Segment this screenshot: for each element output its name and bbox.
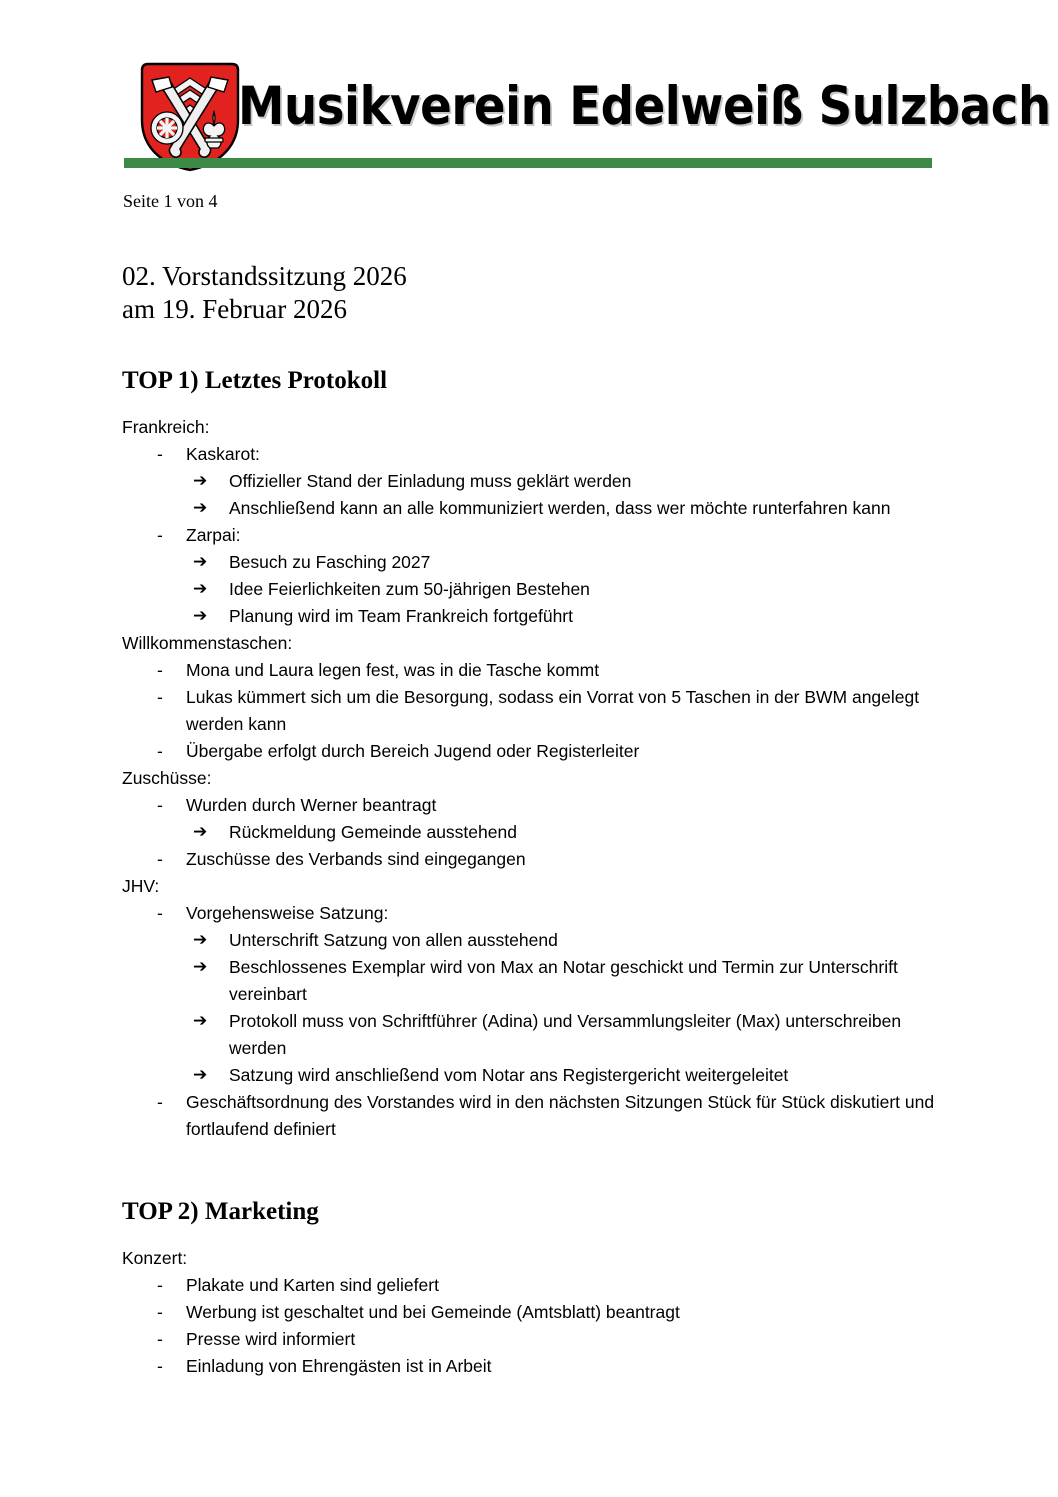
dash-bullet-icon: - bbox=[157, 1092, 163, 1112]
list-item-label: Offizieller Stand der Einladung muss geklärt werden bbox=[229, 471, 632, 491]
sublist-kaskarot bbox=[193, 468, 937, 522]
dash-bullet-icon: - bbox=[157, 1329, 163, 1349]
arrow-bullet-icon: ➔ bbox=[193, 1011, 208, 1031]
coat-of-arms-icon bbox=[136, 60, 244, 172]
letterhead bbox=[124, 52, 1051, 174]
list-konzert bbox=[122, 1272, 937, 1380]
list-item-label: Satzung wird anschließend vom Notar ans Registergericht weitergeleitet bbox=[229, 1065, 789, 1085]
list-item bbox=[122, 792, 937, 846]
dash-bullet-icon: - bbox=[157, 1302, 163, 1322]
list-item-label: Einladung von Ehrengästen ist in Arbeit bbox=[186, 1356, 492, 1376]
list-item bbox=[193, 1062, 937, 1089]
header-divider-rule bbox=[124, 158, 932, 168]
document-title bbox=[122, 260, 937, 326]
list-item-label: Wurden durch Werner beantragt bbox=[186, 795, 437, 815]
list-item-label: Übergabe erfolgt durch Bereich Jugend oder Registerleiter bbox=[186, 741, 640, 761]
list-item-label: Lukas kümmert sich um die Besorgung, sodass ein Vorrat von 5 Taschen in der BWM angelegt werden kann bbox=[186, 687, 920, 734]
list-item-label: Rückmeldung Gemeinde ausstehend bbox=[229, 822, 517, 842]
group-lead-jhv: JHV: bbox=[122, 876, 160, 896]
list-item-label: Idee Feierlichkeiten zum 50-jährigen Bestehen bbox=[229, 579, 590, 599]
arrow-bullet-icon: ➔ bbox=[193, 552, 208, 572]
organization-title: Musikverein Edelweiß Sulzbach bbox=[238, 76, 1051, 137]
arrow-bullet-icon: ➔ bbox=[193, 579, 208, 599]
list-item-label: Planung wird im Team Frankreich fortgeführt bbox=[229, 606, 573, 626]
dash-bullet-icon: - bbox=[157, 849, 163, 869]
list-item bbox=[122, 1299, 937, 1326]
dash-bullet-icon: - bbox=[157, 1356, 163, 1376]
list-item bbox=[122, 522, 937, 630]
list-item bbox=[193, 495, 937, 522]
document-title-line-1: 02. Vorstandssitzung 2026 bbox=[122, 261, 407, 291]
dash-bullet-icon: - bbox=[157, 444, 163, 464]
list-item bbox=[122, 846, 937, 873]
dash-bullet-icon: - bbox=[157, 903, 163, 923]
arrow-bullet-icon: ➔ bbox=[193, 498, 208, 518]
arrow-bullet-icon: ➔ bbox=[193, 822, 208, 842]
page-number-label: Seite 1 von 4 bbox=[123, 191, 218, 211]
arrow-bullet-icon: ➔ bbox=[193, 957, 208, 977]
list-item-label: Werbung ist geschaltet und bei Gemeinde (Amtsblatt) beantragt bbox=[186, 1302, 680, 1322]
group-lead-willkommenstaschen: Willkommenstaschen: bbox=[122, 633, 293, 653]
arrow-bullet-icon: ➔ bbox=[193, 930, 208, 950]
list-item bbox=[122, 441, 937, 522]
list-willkommenstaschen bbox=[122, 657, 937, 765]
list-item-label: Kaskarot: bbox=[186, 444, 260, 464]
arrow-bullet-icon: ➔ bbox=[193, 606, 208, 626]
list-item bbox=[193, 927, 937, 954]
list-item bbox=[193, 819, 937, 846]
section-heading-top-2: TOP 2) Marketing bbox=[122, 1198, 319, 1225]
list-item bbox=[122, 1353, 937, 1380]
list-item-label: Zuschüsse des Verbands sind eingegangen bbox=[186, 849, 526, 869]
list-item-label: Plakate und Karten sind geliefert bbox=[186, 1275, 439, 1295]
list-zuschuesse bbox=[122, 792, 937, 873]
arrow-bullet-icon: ➔ bbox=[193, 471, 208, 491]
list-item bbox=[122, 900, 937, 1089]
list-item bbox=[122, 657, 937, 684]
document-title-line-2: am 19. Februar 2026 bbox=[122, 294, 347, 324]
sublist-zarpai bbox=[193, 549, 937, 630]
list-item bbox=[122, 684, 937, 738]
list-item bbox=[193, 576, 937, 603]
list-frankreich bbox=[122, 441, 937, 630]
list-jhv bbox=[122, 900, 937, 1143]
dash-bullet-icon: - bbox=[157, 741, 163, 761]
group-lead-zuschuesse: Zuschüsse: bbox=[122, 768, 212, 788]
document-body bbox=[122, 190, 937, 1380]
arrow-bullet-icon: ➔ bbox=[193, 1065, 208, 1085]
list-item bbox=[193, 468, 937, 495]
list-item-label: Besuch zu Fasching 2027 bbox=[229, 552, 431, 572]
list-item-label: Vorgehensweise Satzung: bbox=[186, 903, 389, 923]
list-item bbox=[193, 954, 937, 1008]
list-item bbox=[193, 603, 937, 630]
section-heading-top-1: TOP 1) Letztes Protokoll bbox=[122, 367, 388, 394]
list-item bbox=[122, 1326, 937, 1353]
group-lead-konzert: Konzert: bbox=[122, 1248, 188, 1268]
list-item-label: Zarpai: bbox=[186, 525, 241, 545]
dash-bullet-icon: - bbox=[157, 687, 163, 707]
list-item bbox=[122, 1089, 937, 1143]
dash-bullet-icon: - bbox=[157, 660, 163, 680]
group-lead-frankreich: Frankreich: bbox=[122, 417, 210, 437]
list-item bbox=[193, 1008, 937, 1062]
list-item-label: Beschlossenes Exemplar wird von Max an Notar geschickt und Termin zur Unterschrift vereinbart bbox=[229, 957, 898, 1004]
list-item-label: Presse wird informiert bbox=[186, 1329, 356, 1349]
dash-bullet-icon: - bbox=[157, 525, 163, 545]
list-item-label: Protokoll muss von Schriftführer (Adina) und Versammlungsleiter (Max) unterschreiben werden bbox=[229, 1011, 902, 1058]
list-item-label: Mona und Laura legen fest, was in die Tasche kommt bbox=[186, 660, 600, 680]
list-item-label: Anschließend kann an alle kommuniziert werden, dass wer möchte runterfahren kann bbox=[229, 498, 891, 518]
list-item-label: Geschäftsordnung des Vorstandes wird in den nächsten Sitzungen Stück für Stück diskutiert und fortlaufend definiert bbox=[186, 1092, 935, 1139]
list-item bbox=[193, 549, 937, 576]
list-item-label: Unterschrift Satzung von allen ausstehend bbox=[229, 930, 558, 950]
sublist-zuschuesse bbox=[193, 819, 937, 846]
dash-bullet-icon: - bbox=[157, 1275, 163, 1295]
list-item bbox=[122, 738, 937, 765]
dash-bullet-icon: - bbox=[157, 795, 163, 815]
list-item bbox=[122, 1272, 937, 1299]
sublist-satzung bbox=[193, 927, 937, 1089]
